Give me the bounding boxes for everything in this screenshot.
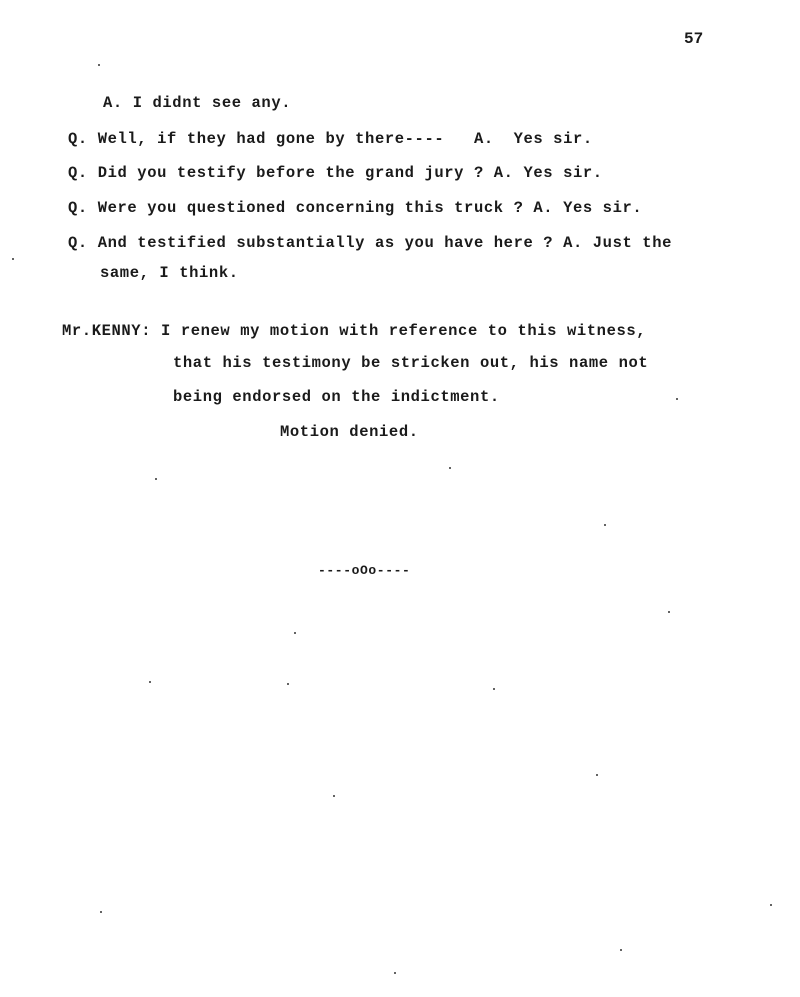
scan-speck xyxy=(449,467,451,469)
scan-speck xyxy=(676,398,678,400)
scan-speck xyxy=(287,683,289,685)
objection-continuation: being endorsed on the indictment. xyxy=(173,388,500,406)
section-separator: ----oOo---- xyxy=(318,563,411,578)
scan-speck xyxy=(98,64,100,66)
scan-speck xyxy=(155,478,157,480)
ruling-line: Motion denied. xyxy=(280,423,419,441)
question-line: Q. Did you testify before the grand jury ? A. Yes sir. xyxy=(68,164,603,182)
question-line: Q. Well, if they had gone by there---- A. Yes sir. xyxy=(68,130,593,148)
scan-speck xyxy=(294,632,296,634)
scan-speck xyxy=(493,688,495,690)
scan-speck xyxy=(333,795,335,797)
scan-speck xyxy=(604,524,606,526)
question-line: Q. And testified substantially as you have here ? A. Just the xyxy=(68,234,672,252)
scan-speck xyxy=(620,949,622,951)
scan-speck xyxy=(668,611,670,613)
scan-speck xyxy=(12,258,14,260)
scan-speck xyxy=(596,774,598,776)
objection-line: Mr.KENNY: I renew my motion with reference to this witness, xyxy=(62,322,647,340)
scan-speck xyxy=(394,972,396,974)
answer-line: A. I didnt see any. xyxy=(103,94,292,112)
objection-continuation: that his testimony be stricken out, his name not xyxy=(173,354,649,372)
answer-continuation: same, I think. xyxy=(100,264,239,282)
question-line: Q. Were you questioned concerning this truck ? A. Yes sir. xyxy=(68,199,643,217)
scan-speck xyxy=(149,681,151,683)
scan-speck xyxy=(770,904,772,906)
scan-speck xyxy=(100,911,102,913)
page-number: 57 xyxy=(684,30,704,48)
